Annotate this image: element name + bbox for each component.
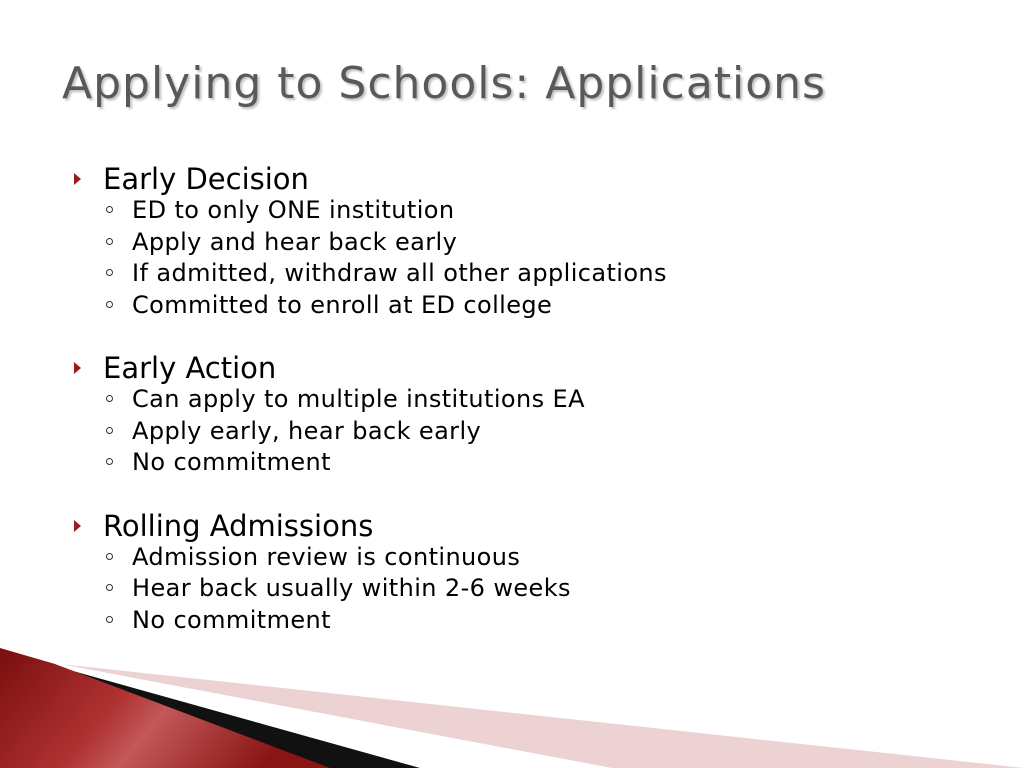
sub-bullet-text: Can apply to multiple institutions EA	[132, 385, 585, 413]
slide-title: Applying to Schools: Applications	[62, 58, 826, 109]
sub-bullet-text: Apply early, hear back early	[132, 416, 482, 445]
bullet-heading: Early Decision	[103, 162, 309, 196]
sub-bullet-text: Committed to enroll at ED college	[132, 290, 553, 319]
bullet-heading: Early Action	[103, 351, 277, 385]
sub-bullet-text: If admitted, withdraw all other applications	[132, 259, 667, 287]
sub-bullet-text: Admission review is continuous	[132, 542, 521, 571]
sub-bullet-text: Apply and hear back early	[132, 227, 458, 256]
sub-bullet-text: Hear back usually within 2-6 weeks	[132, 574, 571, 602]
sub-bullet-text: No commitment	[132, 605, 331, 634]
red-swoosh-shape	[0, 648, 330, 768]
sub-bullet-text: ED to only ONE institution	[132, 196, 455, 224]
bullet-heading: Rolling Admissions	[103, 508, 374, 543]
sub-bullet-text: No commitment	[132, 448, 331, 476]
